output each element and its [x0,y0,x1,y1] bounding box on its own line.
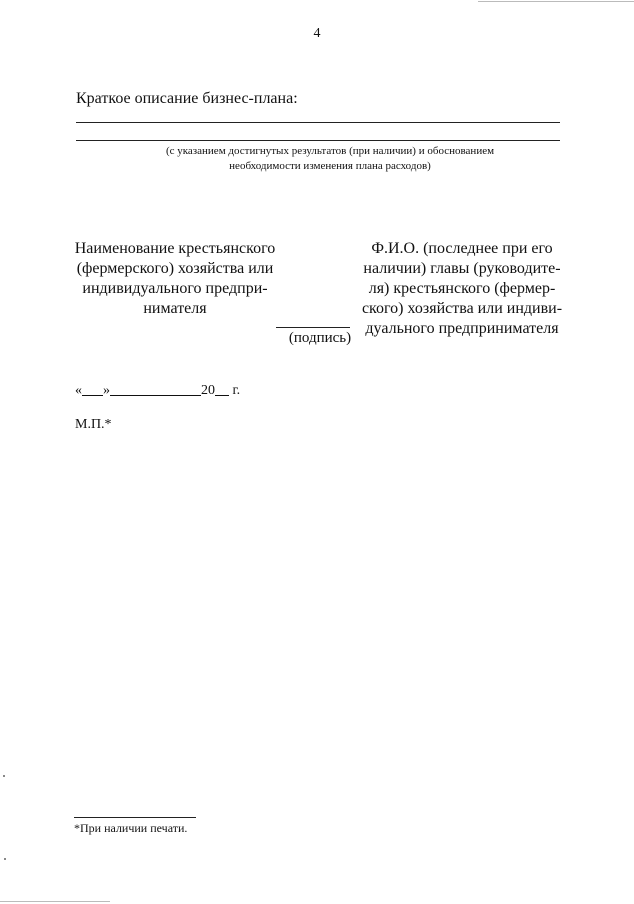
farm-name-line-4: нимателя [143,300,207,317]
caption-line-1: (с указанием достигнутых результатов (при наличии) и обоснованием [165,145,495,157]
date-month-blank [110,383,201,398]
head-name-label [352,239,572,339]
page-number: 4 [313,26,321,41]
date-close-quote: » [103,383,110,398]
date-day-blank [82,383,103,398]
farm-name-line-2: (фермерского) хозяйства или [76,260,274,277]
head-name-line-2: наличии) главы (руководите- [363,260,561,277]
head-name-line-5: дуального предпринимателя [365,320,559,337]
scan-speck [3,775,5,777]
footnote: *При наличии печати. [74,821,188,835]
answer-caption [100,144,560,174]
scan-edge-mark [478,1,634,2]
answer-line-2 [76,140,560,141]
section-heading: Краткое описание бизнес-плана: [76,90,298,107]
farm-name-line-1: Наименование крестьянского [74,240,276,257]
signature-line [276,327,350,328]
date-line [75,383,240,399]
date-year-prefix: 20 [201,383,215,398]
signature-label: (подпись) [288,330,352,346]
footnote-separator [74,817,196,818]
date-open-quote: « [75,383,82,398]
stamp-place: М.П.* [75,417,112,432]
farm-name-line-3: индивидуального предпри- [82,280,268,297]
scan-speck [4,858,6,860]
answer-line-1 [76,122,560,123]
head-name-line-4: ского) хозяйства или индиви- [361,300,563,317]
date-year-suffix: г. [232,383,241,398]
head-name-line-3: ля) крестьянского (фермер- [368,280,556,297]
date-year-blank [215,383,229,398]
head-name-line-1: Ф.И.О. (последнее при его [371,240,553,257]
scan-edge-mark [0,901,110,902]
caption-line-2: необходимости изменения плана расходов) [229,160,431,172]
farm-name-label [60,239,290,319]
